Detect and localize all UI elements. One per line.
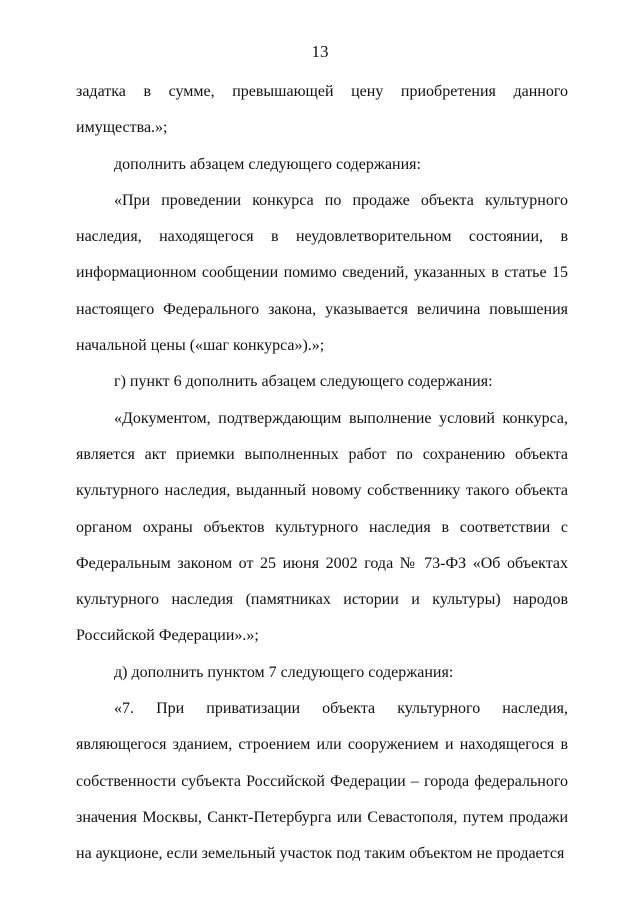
paragraph-acceptance-act: «Документом, подтверждающим выполнение условий конкурса, является акт приемки выполненных работ по сохранению объекта культурного наследия, выданный новому собственнику такого объекта органом охраны объектов культурного наследия в соответствии с Федеральным законом от 25 июня 2002 года № 73-ФЗ «Об объектах культурного наследия (памятниках истории и культуры) народов Российской Федерации».»; (76, 409, 568, 645)
paragraph-item-g: г) пункт 6 дополнить абзацем следующего содержания: (114, 373, 493, 391)
paragraph-add-abzats: дополнить абзацем следующего содержания: (114, 155, 421, 173)
paragraph-contest-step: «При проведении конкурса по продаже объекта культурного наследия, находящегося в неудовлетворительном состоянии, в информационном сообщении помимо сведений, указанных в статье 15 настоящего Федерального закона, указывается величина повышения начальной цены («шаг конкурса»).»; (76, 191, 568, 355)
paragraph-continuation: задатка в сумме, превышающей цену приобретения данного имущества.»; (76, 83, 568, 137)
document-body (76, 74, 568, 873)
paragraph-item-d: д) дополнить пунктом 7 следующего содержания: (114, 663, 454, 681)
page-number: 13 (311, 42, 329, 61)
paragraph-point-7: «7. При приватизации объекта культурного наследия, являющегося зданием, строением или сооружением и находящегося в собственности субъекта Российской Федерации – города федерального значения Москвы, Санкт-Петербурга или Севастополя, путем продажи на аукционе, если земельный участок под таким объектом не продается (76, 700, 568, 863)
